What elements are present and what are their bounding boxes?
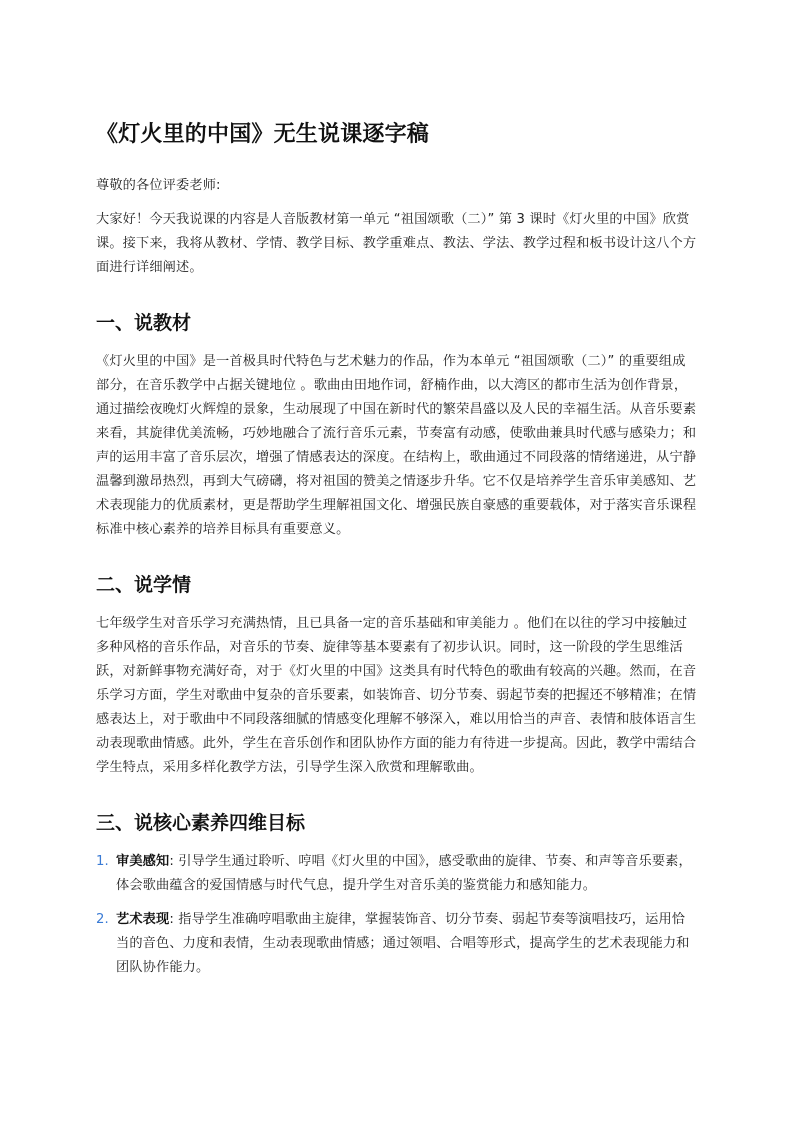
goal-term: 审美感知 bbox=[116, 854, 170, 869]
list-number: 1. bbox=[96, 854, 109, 869]
section-heading-core-goals: 三、说核心素养四维目标 bbox=[96, 812, 306, 834]
section-textbook bbox=[96, 308, 697, 542]
list-number: 2. bbox=[96, 912, 109, 927]
goal-list bbox=[96, 850, 697, 980]
section-heading-student-analysis: 二、说学情 bbox=[96, 574, 192, 596]
list-item bbox=[96, 908, 697, 980]
goal-term: 艺术表现 bbox=[116, 912, 170, 927]
section-student-analysis bbox=[96, 570, 697, 780]
section-heading-textbook: 一、说教材 bbox=[96, 312, 192, 334]
goal-text: : 指导学生准确哼唱歌曲主旋律，掌握装饰音、切分节奏、弱起节奏等演唱技巧，运用恰当的音色、力度和表情，生动表现歌曲情感；通过领唱、合唱等形式，提高学生的艺术表现能力和团队协作能力。 bbox=[116, 912, 690, 975]
section-body-textbook: 《灯火里的中国》是一首极具时代特色与艺术魅力的作品，作为本单元 “祖国颂歌（二）” 的重要组成部分，在音乐教学中占据关键地位 。歌曲由田地作词，舒楠作曲，以大湾区的都市生活为创作背景，通过描绘夜晚灯火辉煌的景象，生动展现了中国在新时代的繁荣昌盛以及人民的幸福生活。从音乐要素来看，其旋律优美流畅，巧妙地融合了流行音乐元素，节奏富有动感，使歌曲兼具时代感与感染力；和声的运用丰富了音乐层次，增强了情感表达的深度。在结构上，歌曲通过不同段落的情绪递进，从宁静温馨到激昂热烈，再到大气磅礴，将对祖国的赞美之情逐步升华。它不仅是培养学生音乐审美感知、艺术表现能力的优质素材，更是帮助学生理解祖国文化、增强民族自豪感的重要载体，对于落实音乐课程标准中核心素养的培养目标具有重要意义。 bbox=[96, 354, 697, 537]
list-item bbox=[96, 850, 697, 898]
section-body-student-analysis: 七年级学生对音乐学习充满热情，且已具备一定的音乐基础和审美能力 。他们在以往的学习中接触过多种风格的音乐作品，对音乐的节奏、旋律等基本要素有了初步认识。同时，这一阶段的学生思维活跃，对新鲜事物充满好奇，对于《灯火里的中国》这类具有时代特色的歌曲有较高的兴趣。然而，在音乐学习方面，学生对歌曲中复杂的音乐要素，如装饰音、切分节奏、弱起节奏的把握还不够精准；在情感表达上，对于歌曲中不同段落细腻的情感变化理解不够深入，难以用恰当的声音、表情和肢体语言生动表现歌曲情感。此外，学生在音乐创作和团队协作方面的能力有待进一步提高。因此，教学中需结合学生特点，采用多样化教学方法，引导学生深入欣赏和理解歌曲。 bbox=[96, 616, 697, 775]
greeting: 尊敬的各位评委老师: bbox=[96, 178, 221, 193]
section-core-goals bbox=[96, 808, 697, 980]
goal-text: : 引导学生通过聆听、哼唱《灯火里的中国》，感受歌曲的旋律、节奏、和声等音乐要素，体会歌曲蕴含的爱国情感与时代气息，提升学生对音乐美的鉴赏能力和感知能力。 bbox=[116, 854, 692, 893]
intro-paragraph: 大家好！今天我说课的内容是人音版教材第一单元 “祖国颂歌（二）” 第 3 课时《灯火里的中国》欣赏课。接下来，我将从教材、学情、教学目标、教学重难点、教法、学法、教学过程和板书设计这八个方面进行详细阐述。 bbox=[96, 212, 697, 275]
document-title: 《灯火里的中国》无生说课逐字稿 bbox=[96, 122, 430, 147]
